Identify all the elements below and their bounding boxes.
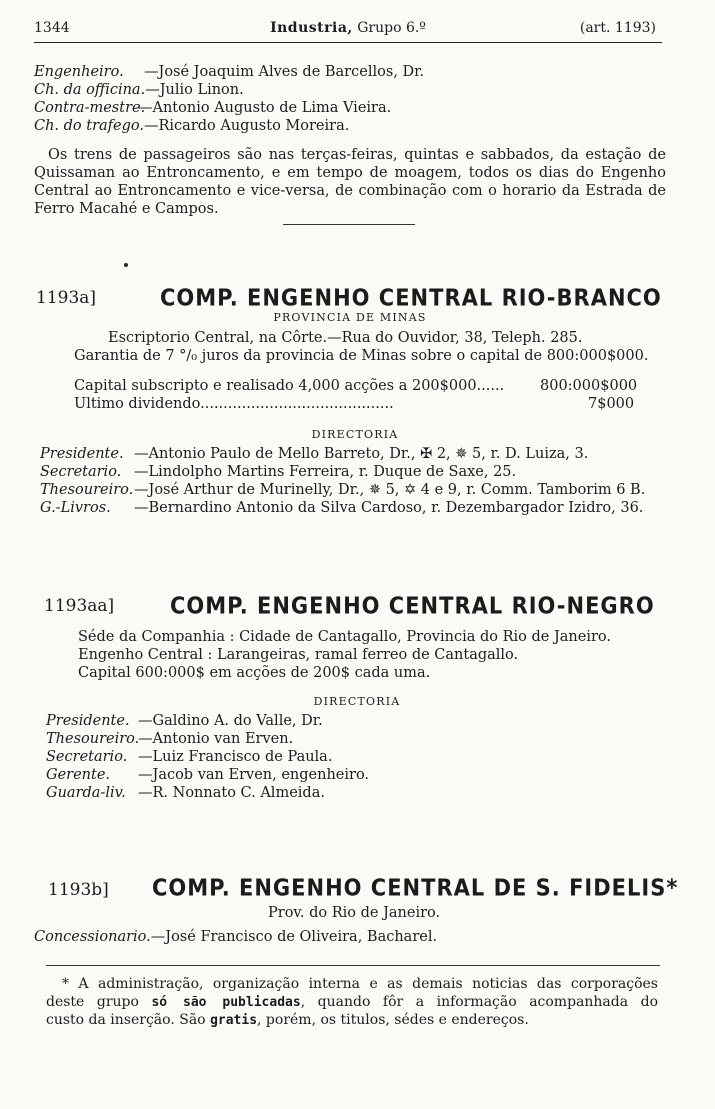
trains-paragraph — [34, 146, 666, 218]
officer-value: —Antonio van Erven. — [138, 731, 294, 747]
officer-row — [40, 464, 670, 482]
dividend-label: Ultimo dividendo.......................................... — [74, 396, 394, 412]
staff-row — [34, 117, 349, 135]
staff-value: —Ricardo Augusto Moreira. — [144, 118, 350, 134]
officer-row — [40, 500, 670, 518]
officer-value: —Lindolpho Martins Ferreira, r. Duque de Saxe, 25. — [134, 464, 517, 480]
entry-number: 1193a] — [36, 288, 97, 308]
officer-label: Gerente. — [46, 767, 111, 783]
section-divider — [283, 224, 415, 225]
province-line: Prov. do Rio de Janeiro. — [268, 905, 441, 921]
officer-label: Thesoureiro. — [46, 731, 140, 747]
officer-row — [40, 446, 670, 464]
footnote — [46, 975, 658, 1029]
officer-label: Secretario. — [40, 464, 122, 480]
officer-label: Presidente. — [40, 446, 124, 462]
footnote-text: , porém, os titulos, sédes e endereços. — [257, 1012, 529, 1028]
ink-dot — [124, 263, 128, 267]
officer-row — [46, 731, 676, 749]
officer-value: —José Francisco de Oliveira, Bacharel. — [150, 929, 438, 945]
footnote-emphasis: gratis — [210, 1013, 258, 1028]
company-line: Séde da Companhia : Cidade de Cantagallo, Provincia do Rio de Janeiro. — [78, 629, 612, 645]
paragraph-line: Ferro Macahé e Campos. — [34, 201, 219, 217]
officer-value: —Jacob van Erven, engenheiro. — [138, 767, 370, 783]
officer-label: Presidente. — [46, 713, 130, 729]
running-title — [34, 20, 662, 36]
footnote-text: deste grupo — [46, 994, 152, 1010]
capital-label: Capital subscripto e realisado 4,000 acções a 200$000...... — [74, 378, 505, 394]
officer-row — [46, 767, 676, 785]
page-header — [34, 18, 662, 43]
staff-row — [34, 81, 244, 99]
officer-value: —Galdino A. do Valle, Dr. — [138, 713, 323, 729]
dividend-value: 7$000 — [588, 396, 635, 412]
province-label: PROVINCIA DE MINAS — [273, 311, 427, 324]
running-title-main: Industria, — [270, 20, 353, 36]
officer-value: —José Arthur de Murinelly, Dr., ✵ 5, ✡ 4 e 9, r. Comm. Tamborim 6 B. — [134, 482, 646, 498]
officer-row — [40, 482, 670, 500]
officer-row — [46, 785, 676, 803]
footnote-line — [46, 993, 658, 1011]
office-line: Escriptorio Central, na Côrte.—Rua do Ouvidor, 38, Teleph. 285. — [108, 330, 583, 346]
company-title: COMP. ENGENHO CENTRAL RIO-BRANCO — [160, 284, 662, 311]
staff-row — [34, 99, 391, 117]
staff-label: Contra-mestre. — [34, 100, 146, 116]
officer-value: —Antonio Paulo de Mello Barreto, Dr., ✠ 2, ✵ 5, r. D. Luiza, 3. — [134, 446, 589, 462]
officer-label: Thesoureiro. — [40, 482, 134, 498]
paragraph-line: Central ao Entroncamento e vice-versa, de combinação com o horario da Estrada de — [34, 183, 666, 199]
footnote-divider — [46, 965, 660, 966]
staff-row — [34, 63, 424, 81]
paragraph-line: Os trens de passageiros são nas terças-feiras, quintas e sabbados, da estação de — [48, 147, 666, 163]
officer-row — [34, 928, 437, 946]
staff-value: —Julio Linon. — [145, 82, 244, 98]
company-line: Engenho Central : Larangeiras, ramal ferreo de Cantagallo. — [78, 647, 519, 663]
officer-row — [46, 749, 676, 767]
running-title-group: Grupo 6.º — [357, 20, 426, 36]
footnote-line — [46, 1011, 658, 1029]
entry-number: 1193aa] — [44, 596, 115, 616]
company-title: COMP. ENGENHO CENTRAL RIO-NEGRO — [170, 592, 655, 619]
officer-label: Secretario. — [46, 749, 128, 765]
officer-value: —Luiz Francisco de Paula. — [138, 749, 333, 765]
officer-value: —Bernardino Antonio da Silva Cardoso, r. Dezembargador Izidro, 36. — [134, 500, 644, 516]
footnote-text: , quando fôr a informação acompanhada do — [300, 994, 658, 1010]
directoria-heading: DIRECTORIA — [313, 695, 401, 708]
officer-label: Concessionario. — [34, 929, 151, 945]
page-number: 1344 — [34, 20, 70, 36]
staff-label: Engenheiro. — [34, 64, 124, 80]
footnote-line: * A administração, organização interna e as demais noticias das corporações — [62, 976, 658, 992]
company-title: COMP. ENGENHO CENTRAL DE S. FIDELIS* — [152, 874, 679, 901]
officer-label: Guarda-liv. — [46, 785, 126, 801]
footnote-emphasis: só são publicadas — [151, 995, 301, 1010]
capital-line — [74, 377, 504, 395]
staff-label: Ch. da officina. — [34, 82, 146, 98]
officer-label: G.-Livros. — [40, 500, 111, 516]
entry-number: 1193b] — [48, 880, 109, 900]
company-line: Capital 600:000$ em acções de 200$ cada uma. — [78, 665, 431, 681]
capital-value: 800:000$000 — [540, 378, 638, 394]
paragraph-line: Quissaman ao Entroncamento, e em tempo de moagem, todos os dias do Engenho — [34, 165, 666, 181]
officer-row — [46, 713, 676, 731]
staff-value: —Antonio Augusto de Lima Vieira. — [138, 100, 392, 116]
guarantee-line: Garantia de 7 °/₀ juros da provincia de Minas sobre o capital de 800:000$000. — [74, 348, 649, 364]
directoria-heading: DIRECTORIA — [311, 428, 399, 441]
staff-value: —José Joaquim Alves de Barcellos, Dr. — [144, 64, 425, 80]
officer-value: —R. Nonnato C. Almeida. — [138, 785, 325, 801]
staff-label: Ch. do trafego. — [34, 118, 144, 134]
footnote-text: custo da inserção. São — [46, 1012, 211, 1028]
article-ref: (art. 1193) — [579, 20, 656, 36]
